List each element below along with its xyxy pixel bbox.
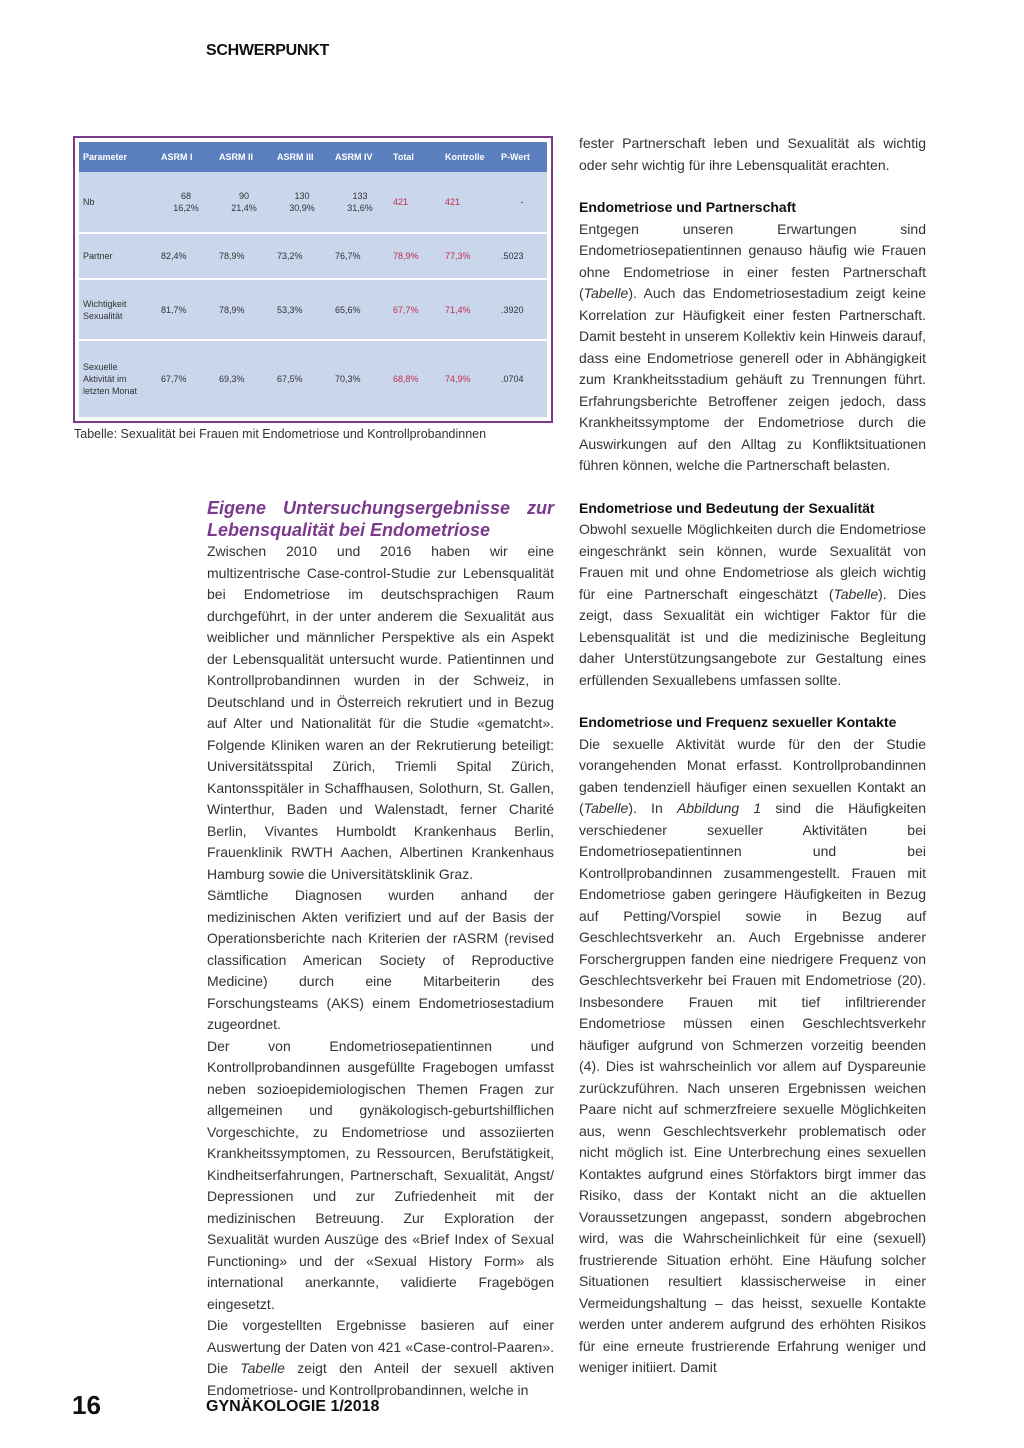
table-header-cell: P-Wert <box>497 142 547 172</box>
subheading: Endometriose und Bedeutung der Sexualität <box>579 499 875 516</box>
table-header-cell: ASRM IV <box>331 142 389 172</box>
text-run: ). In <box>628 800 677 816</box>
results-table <box>79 142 547 419</box>
paragraph: fester Partnerschaft leben und Sexualität als wichtig oder sehr wichtig für ihre Lebensqualität erachten. <box>579 135 926 173</box>
left-column <box>207 497 554 1401</box>
text-run: Die vorgestellten Ergebnisse basieren auf einer Auswertung der Daten von 421 «Case-control-Paaren». Die <box>207 1317 554 1376</box>
table-header-cell: Total <box>389 142 441 172</box>
table-cell: 67,7% <box>157 340 215 418</box>
table-header-cell: Kontrolle <box>441 142 497 172</box>
table-cell: 81,7% <box>157 279 215 340</box>
table-header-cell: ASRM I <box>157 142 215 172</box>
table-cell: 73,2% <box>273 233 331 279</box>
table-cell: 67,5% <box>273 340 331 418</box>
table-header-cell: Parameter <box>79 142 157 172</box>
table-cell: .5023 <box>497 233 547 279</box>
table-row <box>79 233 547 279</box>
table-cell: 78,9% <box>215 279 273 340</box>
paragraph: Sämtliche Diagnosen wurden anhand der medizinischen Akten verifiziert und auf der Basis der Operationsberichte nach Kriterien der rASRM (revised classification American Society of Reproductive Medicine) durch eine Mitarbeiterin des Forschungsteams (AKS) einem Endometriosestadium zugeordnet. <box>207 887 554 1032</box>
table-cell: 78,9% <box>215 233 273 279</box>
section-label: SCHWERPUNKT <box>206 42 329 59</box>
paragraph <box>579 519 926 691</box>
text-run: Die sexuelle Aktivität wurde für den der Studie vorangehenden Monat erfasst. Kontrollprobandinnen gaben tendenziell häufiger einen sexuellen Kontakt an ( <box>579 735 926 816</box>
table-cell: Sexuelle Aktivität im letzten Monat <box>79 340 157 418</box>
table-cell: 421 <box>389 172 441 233</box>
table-cell: 90 21,4% <box>215 172 273 233</box>
subheading: Endometriose und Frequenz sexueller Kontakte <box>579 714 897 730</box>
paragraph: Zwischen 2010 und 2016 haben wir eine multizentrische Case-control-Studie zur Lebensqualität bei Endometriose im deutschsprachigen Raum durchgeführt, in der unter anderem die Sexualität aus weiblicher und männlicher Perspektive als ein Aspekt der Lebensqualität untersucht wurde. Patientinnen und Kontrollprobandinnen wurden in der Schweiz, in Deutschland und in Österreich rekrutiert und in Bezug auf Alter und Nationalität für die Studie «gematcht». Folgende Kliniken waren an der Rekrutierung beteiligt: Universitätsspital Zürich, Triemli Spital Zürich, Kantonsspitäler in Schaffhausen, Solothurn, St. Gallen, Winterthur, Baden und Walenstadt, ferner Charité Berlin, Vivantes Humboldt Krankenhaus Berlin, Frauenklinik RWTH Aachen, Albertinen Krankenhaus Hamburg sowie die Universitätsklinik Graz. <box>207 543 554 882</box>
table-cell: 70,3% <box>331 340 389 418</box>
text-run: Entgegen unseren Erwartungen sind Endometriosepatientinnen genauso häufig wie Frauen ohne Endometriose in einer festen Partnerschaft ( <box>579 220 926 301</box>
page-number: 16 <box>72 1390 101 1420</box>
table-header-row <box>79 142 547 172</box>
table-caption: Tabelle: Sexualität bei Frauen mit Endometriose und Kontrollprobandinnen <box>74 427 487 441</box>
table-cell: 67,7% <box>389 279 441 340</box>
table-cell: 78,9% <box>389 233 441 279</box>
table-row <box>79 279 547 340</box>
table-cell: 421 <box>441 172 497 233</box>
paragraph: Der von Endometriosepatientinnen und Kontrollprobandinnen ausgefüllte Fragebogen umfasst neben sozioepidemiologischen Themen Fragen zur allgemeinen und gynäkologisch-geburtshilflichen Vorgeschichte, zu Endometriose und assoziierten Krankheitssymptomen, zu Ressourcen, Berufstätigkeit, Kindheitserfahrungen, Partnerschaft, Sexualität, Angst/ Depressionen und zur Zufriedenheit mit der medizinischen Betreuung. Zur Exploration der Sexualität wurden Auszüge des «Brief Index of Sexual Functioning» und der «Sexual History Form» als international anerkannte, validierte Fragebögen eingesetzt. <box>207 1037 554 1312</box>
italic-reference: Tabelle <box>833 585 879 602</box>
table-cell: 68 16,2% <box>157 172 215 233</box>
table-cell: 68,8% <box>389 340 441 418</box>
subheading: Endometriose und Partnerschaft <box>579 199 797 215</box>
table-cell: 82,4% <box>157 233 215 279</box>
italic-reference: Tabelle <box>583 800 629 816</box>
text-run: ). Auch das Endometriosestadium zeigt keine Korrelation zur Häufigkeit einer festen Partnerschaft. Damit besteht in unserem Kollektiv kein Hinweis darauf, dass eine Endometriose generell oder in Abhängigkeit zum Krankheitsstadium gehäuft zu Trennungen führt. Erfahrungsberichte Betroffener zeigen jedoch, dass Krankheitssymptome der Endometriose durch die Auswirkungen auf den Alltag zu Konfliktsituationen führen können, welche die Partnerschaft belasten. <box>579 285 926 473</box>
table-cell: Partner <box>79 233 157 279</box>
table-cell: Nb <box>79 172 157 233</box>
table-cell: 69,3% <box>215 340 273 418</box>
results-table-frame <box>73 136 553 423</box>
table-row <box>79 340 547 418</box>
section-heading: Eigene Untersuchungsergebnisse zur Lebensqualität bei Endometriose <box>207 498 554 540</box>
table-cell: - <box>497 172 547 233</box>
text-run: Obwohl sexuelle Möglichkeiten durch die Endometriose eingeschränkt sein können, wurde Sexualität von Frauen mit und ohne Endometriose als gleich wichtig für eine Partnerschaft eingeschätzt ( <box>579 521 926 602</box>
table-cell: 71,4% <box>441 279 497 340</box>
table-cell: 130 30,9% <box>273 172 331 233</box>
journal-name: GYNÄKOLOGIE 1/2018 <box>206 1398 380 1415</box>
table-row <box>79 172 547 233</box>
italic-reference: Abbildung 1 <box>676 800 762 816</box>
text-run: zeigt den Anteil der sexuell aktiven Endometriose- und Kontrollprobandinnen, welche in <box>207 1360 554 1398</box>
right-column <box>579 133 926 1379</box>
text-run: ). Dies zeigt, dass Sexualität ein wichtiger Faktor für die Lebensqualität ist und die medizinische Begleitung daher Unterstützungsangebote zur Gestaltung eines erfüllenden Sexuallebens umfassen sollte. <box>579 585 926 688</box>
table-header-cell: ASRM III <box>273 142 331 172</box>
table-cell: 53,3% <box>273 279 331 340</box>
paragraph <box>579 734 926 1379</box>
table-header-cell: ASRM II <box>215 142 273 172</box>
table-cell: 74,9% <box>441 340 497 418</box>
table-cell: .0704 <box>497 340 547 418</box>
table-cell: 133 31,6% <box>331 172 389 233</box>
table-cell: 65,6% <box>331 279 389 340</box>
italic-reference: Tabelle <box>583 285 629 301</box>
table-cell: 76,7% <box>331 233 389 279</box>
paragraph <box>579 219 926 477</box>
table-cell: 77,3% <box>441 233 497 279</box>
paragraph <box>207 1315 554 1401</box>
table-cell: Wichtigkeit Sexualität <box>79 279 157 340</box>
italic-reference: Tabelle <box>240 1360 285 1376</box>
table-cell: .3920 <box>497 279 547 340</box>
text-run: sind die Häufigkeiten verschiedener sexueller Aktivitäten bei Endometriosepatientinnen und bei Kontrollprobandinnen zusammengestellt. Frauen mit Endometriose gaben geringere Häufigkeiten in Bezug auf Petting/Vorspiel sowie in Bezug auf Geschlechtsverkehr an. Auch Ergebnisse anderer Forschergruppen fanden eine niedrigere Frequenz von Geschlechtsverkehr bei Frauen mit Endometriose (20). Insbesondere Frauen mit tief infiltrierender Endometriose müssen einen Geschlechtsverkehr häufiger aufgrund von Schmerzen vorzeitig beenden (4). Dies ist wahrscheinlich vor allem auf Dyspareunie zurückzuführen. Nach unseren Ergebnissen weichen Paare nicht auf schmerzfreiere sexuelle Möglichkeiten aus, wenn Geschlechtsverkehr problematisch oder nicht möglich ist. Eine Unterbrechung eines sexuellen Kontaktes aufgrund eines Störfaktors birgt immer das Risiko, dass der Kontakt nicht an die aktuellen Voraussetzungen angepasst, sondern abgebrochen wird, was die Wahrscheinlichkeit für eine (sexuell) frustrierende Situation erhöht. Eine Häufung solcher Situationen resultiert klassischerweise in einer Vermeidungshaltung – das heisst, sexuelle Kontakte werden unter anderem aufgrund des erhöhten Risikos für eine erneute frustrierende Erfahrung weniger und weniger initiiert. Damit <box>579 800 926 1375</box>
